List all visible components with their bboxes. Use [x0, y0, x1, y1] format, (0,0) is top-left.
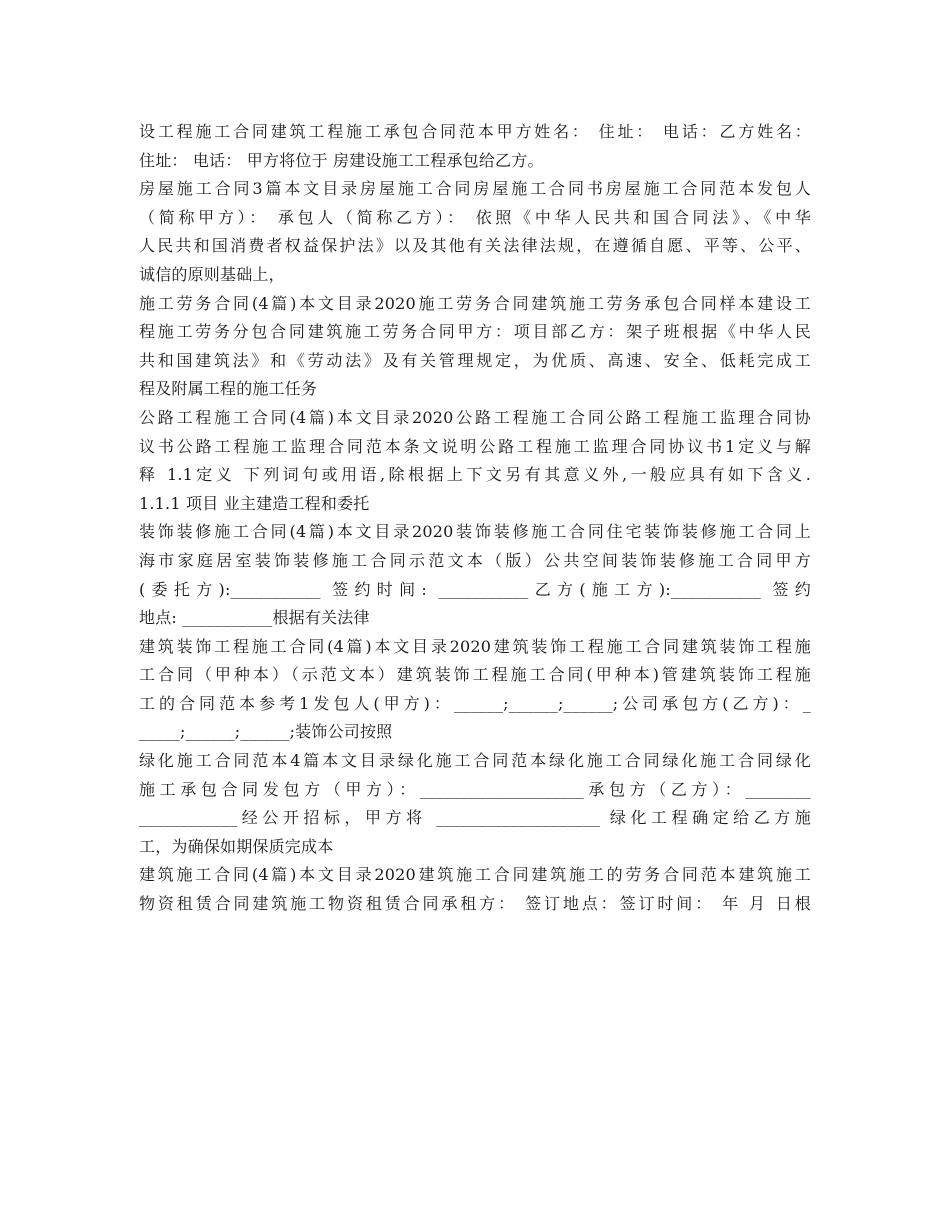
text-line: 地点: ___________根据有关法律	[139, 608, 370, 628]
text-line: 共和国建筑法》和《劳动法》及有关管理规定，为优质、高速、安全、低耗完成工	[139, 350, 811, 370]
text-line: 程及附属工程的施工任务	[139, 379, 318, 399]
text-line: 设工程施工合同建筑工程施工承包合同范本甲方姓名： 住址： 电话：乙方姓名：	[139, 122, 811, 141]
text-line: 绿化施工合同范本4篇本文目录绿化施工合同范本绿化施工合同绿化施工合同绿化	[139, 751, 811, 771]
text-line: _____;______;______;装饰公司按照	[139, 722, 393, 742]
text-line: 建筑施工合同(4篇)本文目录2020建筑施工合同建筑施工的劳务合同范本建筑施工	[139, 865, 811, 885]
text-line: 议书公路工程施工监理合同范本条文说明公路工程施工监理合同协议书1定义与解	[139, 436, 811, 456]
text-line: （简称甲方）： 承包人（简称乙方）： 依照《中华人民共和国合同法》、《中华	[139, 207, 811, 227]
text-line: 建筑装饰工程施工合同(4篇)本文目录2020建筑装饰工程施工合同建筑装饰工程施	[139, 636, 811, 656]
text-line: 诚信的原则基础上，	[139, 264, 285, 284]
text-line: 房屋施工合同3篇本文目录房屋施工合同房屋施工合同书房屋施工合同范本发包人	[139, 179, 811, 199]
text-line: 住址： 电话： 甲方将位于 房建设施工工程承包给乙方。	[139, 150, 544, 170]
text-line: 施工劳务合同(4篇)本文目录2020施工劳务合同建筑施工劳务承包合同样本建设工	[139, 293, 811, 313]
text-line: ____________经公开招标，甲方将 ____________________ 绿化工程确定给乙方施	[139, 808, 811, 828]
text-line: 施工承包合同发包方（甲方）：____________________承包方（乙方）：________	[139, 779, 811, 799]
text-line: 程施工劳务分包合同建筑施工劳务合同甲方：项目部乙方：架子班根据《中华人民	[139, 322, 811, 342]
text-line: 海市家庭居室装饰装修施工合同示范文本（版）公共空间装饰装修施工合同甲方	[139, 550, 811, 570]
text-line: 公路工程施工合同(4篇)本文目录2020公路工程施工合同公路工程施工监理合同协	[139, 407, 811, 427]
text-line: (委托方):___________ 签约时间: ___________乙方(施工方):___________ 签约	[139, 579, 811, 599]
text-line: 装饰装修施工合同(4篇)本文目录2020装饰装修施工合同住宅装饰装修施工合同上	[139, 522, 811, 542]
text-line: 工，为确保如期保质完成本	[139, 836, 334, 856]
text-line: 工的合同范本参考1发包人(甲方)：______;______;______;公司承包方(乙方)：_	[139, 693, 811, 713]
document-body	[139, 118, 811, 919]
text-line: 物资租赁合同建筑施工物资租赁合同承租方： 签订地点：签订时间： 年 月 日根	[139, 894, 811, 914]
text-line: 工合同（甲种本）（示范文本）建筑装饰工程施工合同(甲种本)管建筑装饰工程施	[139, 665, 811, 685]
text-line: 释 1.1定义 下列词句或用语,除根据上下文另有其意义外,一般应具有如下含义.	[139, 465, 811, 485]
text-line: 人民共和国消费者权益保护法》以及其他有关法律法规，在遵循自愿、平等、公平、	[139, 236, 811, 256]
text-line: 1.1.1 项目 业主建造工程和委托	[139, 493, 370, 513]
